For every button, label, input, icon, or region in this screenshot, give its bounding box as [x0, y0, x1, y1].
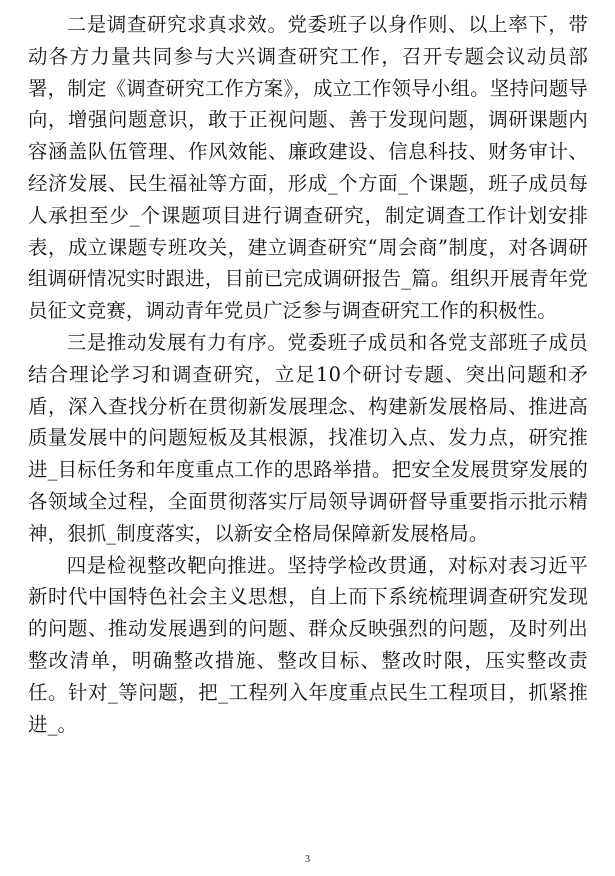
- page-number: 3: [305, 854, 310, 865]
- paragraph-rectification: 四是检视整改靶向推进。坚持学检改贯通，对标对表习近平新时代中国特色社会主义思想，自上而下系统梳理调查研究发现的问题、推动发展遇到的问题、群众反映强烈的问题，及时列出整改清单，明确整改措施、整改目标、整改时限，压实整改责任。针对_等问题，把_工程列入年度重点民生工程项目，抓紧推进_。: [28, 553, 588, 736]
- paragraph-research: 二是调查研究求真求效。党委班子以身作则、以上率下，带动各方力量共同参与大兴调查研究工作，召开专题会议动员部署，制定《调查研究工作方案》，成立工作领导小组。坚持问题导向，增强问题意识，敢于正视问题、善于发现问题，调研课题内容涵盖队伍管理、作风效能、廉政建设、信息科技、财务审计、经济发展、民生福祉等方面，形成_个方面_个课题，班子成员每人承担至少_个课题项目进行调查研究，制定调查工作计划安排表，成立课题专班攻关，建立调查研究“周会商”制度，对各调研组调研情况实时跟进，目前已完成调研报告_篇。组织开展青年党员征文竞赛，调动青年党员广泛参与调查研究工作的积极性。: [28, 13, 588, 323]
- paragraph-development: 三是推动发展有力有序。党委班子成员和各党支部班子成员结合理论学习和调查研究，立足10个研讨专题、突出问题和矛盾，深入查找分析在贯彻新发展理念、构建新发展格局、推进高质量发展中的问题短板及其根源，找准切入点、发力点，研究推进_目标任务和年度重点工作的思路举措。把安全发展贯穿发展的各领域全过程，全面贯彻落实厅局领导调研督导重要指示批示精神，狠抓_制度落实，以新安全格局保障新发展格局。: [28, 330, 588, 545]
- document-body: [28, 9, 588, 740]
